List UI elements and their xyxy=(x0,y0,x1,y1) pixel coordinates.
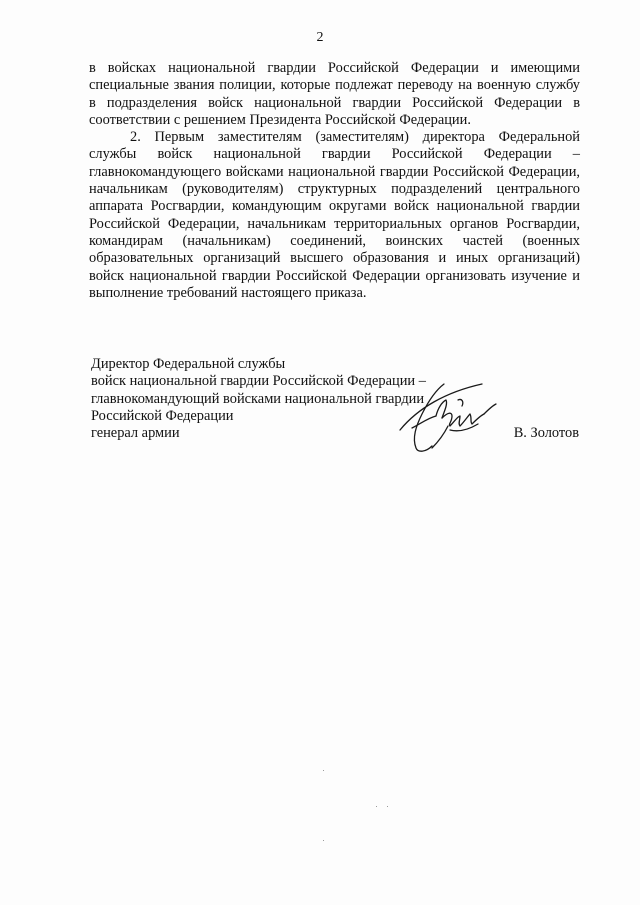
scan-speck xyxy=(376,806,377,807)
handwritten-signature xyxy=(398,382,506,454)
signatory-title-line-3: главнокомандующий войсками национальной гвардии xyxy=(91,390,425,407)
paragraph-2: 2. Первым заместителям (заместителям) директора Федеральной службы войск национальной гвардии Российской Федерации – главнокомандующего войсками национальной гвардии Российской Федерации, начальникам (руководителям) структурных подразделений центрального аппарата Росгвардии, командующим округами войск национальной гвардии Российской Федерации, начальникам территориальных органов Росгвардии, командирам (начальникам) соединений, воинских частей (военных образовательных организаций высшего образования и иных организаций) войск национальной гвардии Российской Федерации организовать изучение и выполнение требований настоящего приказа. xyxy=(89,129,580,301)
scan-speck xyxy=(323,770,324,771)
document-body xyxy=(89,60,580,302)
scan-speck xyxy=(387,806,388,807)
signatory-title-line-2: войск национальной гвардии Российской Федерации – xyxy=(91,373,426,390)
signature-block xyxy=(91,356,581,442)
signatory-title-line-4: Российской Федерации xyxy=(91,407,234,424)
scan-speck xyxy=(323,840,324,841)
signatory-title-line-1: Директор Федеральной службы xyxy=(91,356,286,372)
signer-name: В. Золотов xyxy=(513,425,579,441)
signatory-rank: генерал армии xyxy=(91,425,180,442)
paragraph-1: в войсках национальной гвардии Российской Федерации и имеющими специальные звания полиции, которые подлежат переводу на военную службу в подразделения войск национальной гвардии Российской Федерации в соответствии с решением Президента Российской Федерации. xyxy=(89,60,580,128)
page-number: 2 xyxy=(316,30,324,45)
